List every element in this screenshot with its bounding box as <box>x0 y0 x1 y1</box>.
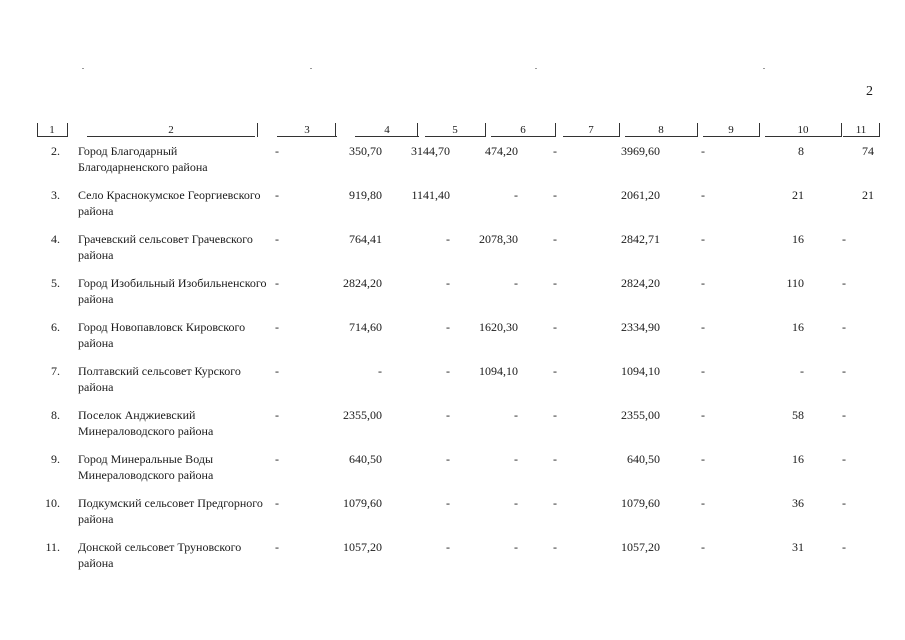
cell-c8: 3969,60 <box>621 144 660 158</box>
header-column-9: 9 <box>703 124 759 137</box>
cell-c9: - <box>701 408 705 422</box>
cell-c7: - <box>553 188 557 202</box>
cell-c9: - <box>701 144 705 158</box>
cell-c11: - <box>842 232 846 246</box>
cell-c9: - <box>701 320 705 334</box>
cell-c10: - <box>800 364 804 378</box>
cell-c6: - <box>514 188 518 202</box>
cell-name: Грачевский сельсовет Грачевского района <box>78 232 253 262</box>
cell-c3: - <box>275 364 279 378</box>
table-row <box>0 275 905 315</box>
header-column-2: 2 <box>87 124 255 137</box>
cell-c11: - <box>842 276 846 290</box>
cell-c10: 31 <box>792 540 804 554</box>
cell-c7: - <box>553 144 557 158</box>
scan-dot <box>763 68 765 69</box>
scan-dot <box>82 68 84 69</box>
cell-c11: - <box>842 540 846 554</box>
cell-c10: 8 <box>798 144 804 158</box>
cell-num: 5. <box>51 276 60 290</box>
cell-name: Поселок Анджиевский Минераловодского района <box>78 408 214 438</box>
cell-c4: 2355,00 <box>343 408 382 422</box>
scan-dot <box>535 68 537 69</box>
cell-c5: - <box>446 320 450 334</box>
header-divider <box>841 123 842 137</box>
cell-c4: 640,50 <box>349 452 382 466</box>
header-column-1: 1 <box>37 124 67 137</box>
table-row <box>0 451 905 491</box>
cell-c4: 764,41 <box>349 232 382 246</box>
cell-c6: 1094,10 <box>479 364 518 378</box>
cell-c6: - <box>514 276 518 290</box>
cell-c4: - <box>378 364 382 378</box>
cell-c6: - <box>514 452 518 466</box>
cell-c9: - <box>701 452 705 466</box>
cell-c4: 919,80 <box>349 188 382 202</box>
cell-c6: 2078,30 <box>479 232 518 246</box>
header-column-11: 11 <box>843 124 879 137</box>
cell-name: Село Краснокумское Георгиевского района <box>78 188 261 218</box>
cell-num: 7. <box>51 364 60 378</box>
cell-c5: - <box>446 540 450 554</box>
cell-name: Город Новопавловск Кировского района <box>78 320 246 350</box>
cell-c5: - <box>446 364 450 378</box>
header-divider <box>879 123 880 137</box>
cell-c4: 2824,20 <box>343 276 382 290</box>
cell-c10: 110 <box>786 276 804 290</box>
cell-c6: - <box>514 496 518 510</box>
cell-num: 10. <box>45 496 60 510</box>
cell-c6: - <box>514 408 518 422</box>
cell-c6: - <box>514 540 518 554</box>
header-column-3: 3 <box>277 124 337 137</box>
cell-name: Донской сельсовет Труновского района <box>78 540 242 570</box>
cell-c3: - <box>275 188 279 202</box>
cell-c3: - <box>275 320 279 334</box>
cell-c9: - <box>701 496 705 510</box>
cell-c6: 1620,30 <box>479 320 518 334</box>
cell-c11: 21 <box>862 188 874 202</box>
cell-num: 2. <box>51 144 60 158</box>
header-divider <box>485 123 486 137</box>
cell-num: 3. <box>51 188 60 202</box>
cell-c9: - <box>701 540 705 554</box>
cell-c5: - <box>446 408 450 422</box>
cell-num: 8. <box>51 408 60 422</box>
cell-c11: - <box>842 408 846 422</box>
cell-c9: - <box>701 188 705 202</box>
cell-num: 4. <box>51 232 60 246</box>
table-row <box>0 231 905 271</box>
table-row <box>0 363 905 403</box>
header-divider <box>67 123 68 137</box>
header-column-7: 7 <box>563 124 619 137</box>
cell-c4: 714,60 <box>349 320 382 334</box>
cell-c3: - <box>275 144 279 158</box>
table-row <box>0 319 905 359</box>
cell-c7: - <box>553 540 557 554</box>
cell-c3: - <box>275 452 279 466</box>
cell-c8: 1079,60 <box>621 496 660 510</box>
cell-c8: 2355,00 <box>621 408 660 422</box>
cell-c5: 3144,70 <box>411 144 450 158</box>
header-divider <box>257 123 258 137</box>
cell-num: 9. <box>51 452 60 466</box>
header-column-4: 4 <box>355 124 419 137</box>
cell-c10: 21 <box>792 188 804 202</box>
cell-c5: - <box>446 276 450 290</box>
cell-c7: - <box>553 408 557 422</box>
cell-num: 6. <box>51 320 60 334</box>
cell-c8: 640,50 <box>627 452 660 466</box>
table-row <box>0 539 905 579</box>
cell-c11: - <box>842 496 846 510</box>
header-column-8: 8 <box>625 124 697 137</box>
cell-c8: 2334,90 <box>621 320 660 334</box>
cell-c8: 2061,20 <box>621 188 660 202</box>
header-column-5: 5 <box>425 124 485 137</box>
cell-c7: - <box>553 276 557 290</box>
cell-c6: 474,20 <box>485 144 518 158</box>
cell-c3: - <box>275 496 279 510</box>
table-row <box>0 495 905 535</box>
header-column-10: 10 <box>765 124 841 137</box>
cell-c9: - <box>701 364 705 378</box>
cell-name: Город Благодарный Благодарненского района <box>78 144 208 174</box>
header-divider <box>759 123 760 137</box>
cell-name: Подкумский сельсовет Предгорного района <box>78 496 263 526</box>
cell-c8: 2842,71 <box>621 232 660 246</box>
cell-name: Город Минеральные Воды Минераловодского района <box>78 452 214 482</box>
table-header-row <box>37 124 879 138</box>
table-row <box>0 407 905 447</box>
cell-c11: 74 <box>862 144 874 158</box>
table-row <box>0 187 905 227</box>
cell-c10: 58 <box>792 408 804 422</box>
cell-c9: - <box>701 232 705 246</box>
cell-c10: 16 <box>792 320 804 334</box>
table-row <box>0 143 905 183</box>
cell-c5: - <box>446 496 450 510</box>
cell-name: Полтавский сельсовет Курского района <box>78 364 241 394</box>
cell-c4: 350,70 <box>349 144 382 158</box>
cell-c5: 1141,40 <box>411 188 450 202</box>
cell-c11: - <box>842 452 846 466</box>
cell-c3: - <box>275 276 279 290</box>
cell-c5: - <box>446 232 450 246</box>
cell-c7: - <box>553 232 557 246</box>
cell-c7: - <box>553 320 557 334</box>
cell-c7: - <box>553 452 557 466</box>
cell-c3: - <box>275 408 279 422</box>
cell-c11: - <box>842 320 846 334</box>
cell-c10: 36 <box>792 496 804 510</box>
header-column-6: 6 <box>491 124 555 137</box>
cell-c3: - <box>275 232 279 246</box>
page-number: 2 <box>866 84 873 99</box>
cell-c8: 1057,20 <box>621 540 660 554</box>
cell-c9: - <box>701 276 705 290</box>
header-divider <box>555 123 556 137</box>
cell-c10: 16 <box>792 232 804 246</box>
header-divider <box>619 123 620 137</box>
cell-c4: 1057,20 <box>343 540 382 554</box>
cell-c8: 2824,20 <box>621 276 660 290</box>
cell-c11: - <box>842 364 846 378</box>
cell-c4: 1079,60 <box>343 496 382 510</box>
header-divider <box>697 123 698 137</box>
cell-c5: - <box>446 452 450 466</box>
cell-c3: - <box>275 540 279 554</box>
cell-num: 11. <box>45 540 60 554</box>
cell-c8: 1094,10 <box>621 364 660 378</box>
cell-c10: 16 <box>792 452 804 466</box>
cell-name: Город Изобильный Изобильненского района <box>78 276 267 306</box>
cell-c7: - <box>553 364 557 378</box>
scan-dot <box>310 68 312 69</box>
cell-c7: - <box>553 496 557 510</box>
